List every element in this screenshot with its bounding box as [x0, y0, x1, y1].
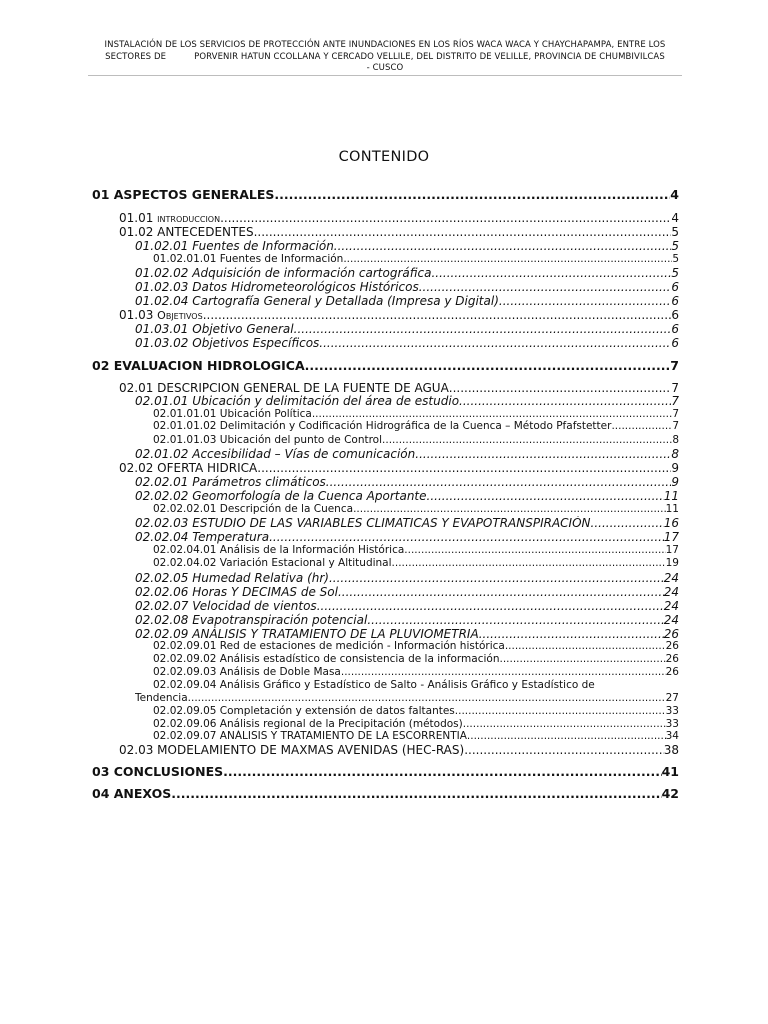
toc-entry[interactable]	[135, 336, 679, 350]
toc-entry-page: 7	[672, 408, 679, 420]
toc-entry[interactable]	[153, 408, 679, 420]
toc-entry-page: 26	[665, 666, 679, 678]
toc-entry-label: 02.01.01.02 Delimitación y Codificación Hidrográfica de la Cuenca – Método Pfafstetter	[153, 420, 612, 432]
toc-entry[interactable]	[135, 489, 679, 503]
toc-entry-label: 01.02.04 Cartografía General y Detallada (Impresa y Digital)	[135, 294, 499, 308]
page-title: CONTENIDO	[338, 149, 430, 165]
toc-entry-page: 7	[671, 381, 679, 395]
toc-entry-label: 02.02.09.06 Análisis regional de la Precipitación (métodos)	[153, 718, 463, 730]
toc-entry-page: 8	[671, 447, 679, 461]
toc-entry-label: 02 EVALUACION HIDROLOGICA	[92, 358, 305, 373]
toc-entry-label: 03 CONCLUSIONES	[92, 764, 224, 779]
toc-entry[interactable]	[135, 394, 679, 408]
toc-entry[interactable]	[119, 461, 679, 475]
toc-entry[interactable]	[135, 585, 679, 599]
toc-entry-label[interactable]: 02.02.09.04 Análisis Gráfico y Estadístico de Salto - Análisis Gráfico y Estadístico de	[153, 679, 595, 691]
toc-entry-label: 02.02.06 Horas Y DECIMAS de Sol	[135, 585, 338, 599]
toc-entry-label: 02.01.02 Accesibilidad – Vías de comunicación	[135, 447, 416, 461]
toc-entry-page: 4	[671, 211, 679, 225]
toc-entry[interactable]	[153, 253, 679, 265]
toc-entry-label: 01.02.01.01 Fuentes de Información	[153, 253, 344, 265]
toc-entry[interactable]: 01.03 Objetivos ..... 6	[119, 308, 679, 322]
toc-entry[interactable]	[153, 666, 679, 678]
toc-entry-label: 01.03.01 Objetivo General	[135, 322, 294, 336]
toc-entry[interactable]	[119, 743, 679, 757]
toc-entry-page: 33	[665, 705, 679, 717]
toc-entry-label: 02.02.02.01 Descripción de la Cuenca	[153, 503, 354, 515]
toc-entry-page: 17	[663, 530, 679, 544]
toc-entry-label: 02.02.07 Velocidad de vientos	[135, 599, 317, 613]
toc-entry-label: 02.02.09.05 Completación y extensión de datos faltantes	[153, 705, 455, 717]
toc-entry[interactable]	[135, 627, 679, 641]
toc-entry-page: 19	[665, 557, 679, 569]
toc-entry-page: 24	[663, 613, 679, 627]
toc-entry[interactable]	[153, 705, 679, 717]
toc-entry-page: 4	[670, 187, 679, 202]
toc-entry-label: 01.03.02 Objetivos Específicos	[135, 336, 320, 350]
toc-entry[interactable]	[135, 530, 679, 544]
header-line-2: SECTORES DE PORVENIR HATUN CCOLLANA Y CERCADO VELLILE, DEL DISTRITO DE VELILLE, PROVINCIA DE CHUMBIVILCAS	[105, 51, 665, 62]
toc-entry[interactable]	[92, 764, 679, 779]
toc-entry-label: 02.02.03 ESTUDIO DE LAS VARIABLES CLIMATICAS Y EVAPOTRANSPIRACIÓN	[135, 516, 591, 530]
toc-entry-label: 02.02.09.07 ANÁLISIS Y TRATAMIENTO DE LA ESCORRENTIA	[153, 730, 467, 742]
toc-entry-label: 04 ANEXOS	[92, 786, 172, 801]
toc-entry-page: 8	[672, 434, 679, 446]
toc-entry[interactable]	[153, 503, 679, 515]
toc-entry-label: 02.02 OFERTA HIDRICA	[119, 461, 258, 475]
toc-entry-label: 02.02.04.02 Variación Estacional y Altitudinal	[153, 557, 392, 569]
toc-entry[interactable]	[135, 239, 679, 253]
toc-entry-page: 5	[671, 239, 679, 253]
toc-entry-page: 33	[665, 718, 679, 730]
toc-entry-label: 02.02.09.02 Análisis estadístico de consistencia de la información	[153, 653, 500, 665]
toc-entry-page: 7	[671, 394, 679, 408]
toc-entry[interactable]	[119, 225, 679, 239]
toc-entry[interactable]	[153, 544, 679, 556]
toc-entry[interactable]	[135, 322, 679, 336]
toc-entry[interactable]	[92, 786, 679, 801]
toc-entry[interactable]	[135, 475, 679, 489]
toc-entry-label: 01.02.03 Datos Hidrometeorológicos Históricos	[135, 280, 419, 294]
toc-entry-page: 27	[665, 692, 679, 704]
toc-entry-label: 02.02.09.01 Red de estaciones de medición - Información histórica	[153, 640, 505, 652]
toc-entry[interactable]	[153, 653, 679, 665]
toc-entry-label: 02.02.08 Evapotranspiración potencial	[135, 613, 368, 627]
toc-entry-page: 26	[665, 640, 679, 652]
toc-entry[interactable]	[153, 718, 679, 730]
toc-entry-page: 6	[671, 322, 679, 336]
toc-entry-page: 26	[665, 653, 679, 665]
toc-entry-page: 42	[661, 786, 679, 801]
toc-entry-page: 38	[663, 743, 679, 757]
toc-entry-page: 11	[663, 489, 679, 503]
toc-entry[interactable]	[153, 730, 679, 742]
toc-entry-page: 6	[671, 280, 679, 294]
toc-entry-label: 02.03 MODELAMIENTO DE MAXMAS AVENIDAS (HEC-RAS)	[119, 743, 465, 757]
toc-entry[interactable]	[153, 434, 679, 446]
toc-entry-label: 02.02.04 Temperatura	[135, 530, 270, 544]
toc-entry-page: 5	[671, 225, 679, 239]
toc-entry-label-continued: Tendencia	[135, 692, 188, 704]
toc-entry[interactable]	[135, 280, 679, 294]
toc-entry-page: 7	[670, 358, 679, 373]
toc-entry[interactable]	[135, 266, 679, 280]
toc-entry-page: 24	[663, 599, 679, 613]
toc-entry[interactable]	[92, 358, 679, 373]
toc-entry-page: 9	[671, 475, 679, 489]
toc-entry-label: 01.02 ANTECEDENTES	[119, 225, 254, 239]
toc-entry-label: 02.02.04.01 Análisis de la Información Histórica	[153, 544, 405, 556]
toc-entry-page: 41	[661, 764, 679, 779]
toc-entry[interactable]	[153, 420, 679, 432]
toc-entry-label: 02.02.01 Parámetros climáticos	[135, 475, 326, 489]
toc-entry-page: 11	[665, 503, 679, 515]
toc-entry-page: 9	[671, 461, 679, 475]
toc-entry-label: 01.02.01 Fuentes de Información	[135, 239, 334, 253]
toc-entry-label: 01.02.02 Adquisición de información cartográfica	[135, 266, 432, 280]
toc-entry[interactable]	[135, 613, 679, 627]
toc-entry-page: 6	[671, 336, 679, 350]
toc-entry[interactable]	[135, 294, 679, 308]
toc-entry-label: 02.01.01.01 Ubicación Política	[153, 408, 312, 420]
toc-entry-page: 7	[672, 420, 679, 432]
toc-entry-page: 16	[663, 516, 679, 530]
toc-entry-page: 24	[663, 585, 679, 599]
header-line-3: - CUSCO	[366, 63, 404, 73]
toc-entry-label: 01 ASPECTOS GENERALES	[92, 187, 275, 202]
toc-entry-page: 6	[671, 308, 679, 322]
toc-entry-page: 5	[671, 266, 679, 280]
toc-entry-page: 24	[663, 571, 679, 585]
document-header	[88, 40, 682, 75]
toc-entry[interactable]	[153, 640, 679, 652]
toc-entry-page: 34	[665, 730, 679, 742]
toc-entry[interactable]	[153, 557, 679, 569]
toc-entry-label: 02.01.01.03 Ubicación del punto de Control	[153, 434, 383, 446]
toc-entry-page: 17	[665, 544, 679, 556]
toc-entry-label: 02.01.01 Ubicación y delimitación del área de estudio	[135, 394, 460, 408]
toc-entry-label: 02.02.09.03 Análisis de Doble Masa	[153, 666, 341, 678]
toc-entry[interactable]	[135, 447, 679, 461]
toc-entry[interactable]	[135, 599, 679, 613]
toc-entry-page: 6	[671, 294, 679, 308]
toc-entry-page: 26	[663, 627, 679, 641]
toc-entry-page: 5	[672, 253, 679, 265]
toc-entry-label: 02.02.02 Geomorfología de la Cuenca Aportante	[135, 489, 427, 503]
toc-entry[interactable]: 01.01 introduccion ..... 4	[119, 211, 679, 225]
toc-entry[interactable]	[119, 381, 679, 395]
toc-entry[interactable]	[92, 187, 679, 202]
toc-entry-label: 02.02.05 Humedad Relativa (hr)	[135, 571, 329, 585]
header-line-1: INSTALACIÓN DE LOS SERVICIOS DE PROTECCIÓN ANTE INUNDACIONES EN LOS RÍOS WACA WACA Y CHAYCHAPAMPA, ENTRE LOS	[104, 40, 666, 50]
header-divider	[88, 75, 682, 76]
toc-entry[interactable]	[135, 692, 679, 704]
toc-entry[interactable]	[135, 516, 679, 530]
toc-entry[interactable]	[135, 571, 679, 585]
toc-entry-label: 02.02.09 ANÁLISIS Y TRATAMIENTO DE LA PLUVIOMETRIA	[135, 627, 479, 641]
toc-entry-label: 02.01 DESCRIPCION GENERAL DE LA FUENTE DE AGUA	[119, 381, 449, 395]
